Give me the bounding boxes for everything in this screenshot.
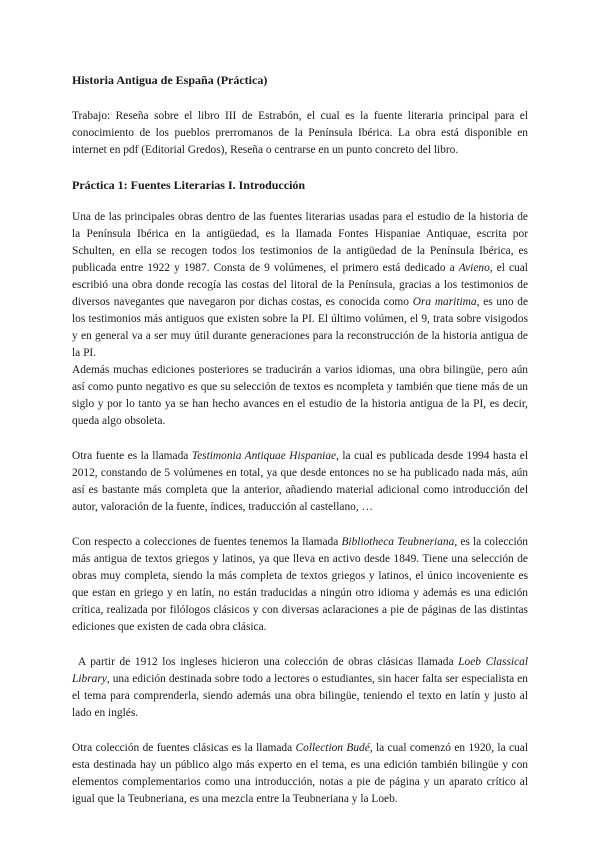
text-run: , la cual comenzó en 1920, la cual esta destinada hay un público algo más experto en el tema, es una edición también bilingüe y con elementos complementarios como una introducción, notas a pie de página y un aparato crítico al igual que la Teubneriana, es una mezcla entre la Teubneriana y la Loeb. bbox=[72, 742, 528, 805]
paragraph-teubneriana bbox=[72, 534, 528, 636]
text-run: Otra fuente es la llamada bbox=[72, 450, 192, 462]
document-title: Historia Antigua de España (Práctica) bbox=[72, 73, 268, 87]
italic-title: Ora maritima bbox=[412, 296, 477, 308]
italic-title: Testimonia Antiquae Hispaniae bbox=[191, 450, 337, 462]
paragraph-fontes-hispaniae bbox=[72, 209, 528, 362]
text-run: Con respecto a colecciones de fuentes tenemos la llamada bbox=[72, 536, 342, 548]
italic-title: Collection Budé bbox=[295, 742, 370, 754]
assignment-paragraph: Trabajo: Reseña sobre el libro III de Estrabón, el cual es la fuente literaria principal para el conocimiento de los pueblos prerromanos de la Península Ibérica. La obra está disponible en internet en pdf (Editorial Gredos), Reseña o centrarse en un punto concreto del libro. bbox=[72, 110, 528, 156]
paragraph-testimonia bbox=[72, 448, 528, 516]
text-run: , es la colección más antigua de textos griegos y latinos, ya que lleva en activo desde 1849. Tiene una selección de obras muy completa, siendo la más completa de textos griegos y latinos, el único incoveniente es que estan en griego y en latín, no están traducidas a ningún otro idioma y además es una edición crítica, realizada por filólogos clásicos y con diversas aclaraciones a pie de páginas de las distintas ediciones que existen de cada obra clásica. bbox=[72, 536, 528, 633]
italic-title: Loeb Classical Library bbox=[72, 656, 528, 685]
italic-title: Bibliotheca Teubneriana bbox=[341, 536, 455, 548]
text-run: A partir de 1912 los ingleses hicieron una colección de obras clásicas llamada bbox=[78, 656, 459, 668]
text-run: Otra colección de fuentes clásicas es la llamada bbox=[72, 742, 296, 754]
paragraph-bude bbox=[72, 740, 528, 808]
text-run: Una de las principales obras dentro de las fuentes literarias usadas para el estudio de la historia de la Península Ibérica en la antigüedad, es la llamada Fontes Hispaniae Antiquae, escrita por Schulten, en ella se recogen todos los testimonios de la antigüedad de la Península Ibérica, es publicada entre 1922 y 1987. Consta de 9 volúmenes, el primero está dedicado a bbox=[72, 211, 528, 274]
text-run: , la cual es publicada desde 1994 hasta el 2012, constando de 5 volúmenes en total, ya que desde entonces no se ha publicado nada más, aún así es bastante más completa que la anterior, añadiendo material adicional como introducción del autor, valoración de la fuente, índices, traducción al castellano, … bbox=[72, 450, 528, 513]
section-title: Práctica 1: Fuentes Literarias I. Introducción bbox=[72, 178, 306, 192]
text-run: , una edición destinada sobre todo a lectores o estudiantes, sin hacer falta ser especialista en el tema para comprenderla, siendo además una obra bilingüe, teniendo el texto en latín y justo al lado en inglés. bbox=[72, 673, 528, 719]
paragraph-editions: Además muchas ediciones posteriores se traducirán a varios idiomas, una obra bilingüe, pero aún así como punto negativo es que su selección de textos es ncompleta y también que tiene más de un siglo y por lo tanto ya se han hecho avances en el estudio de la historia antigua de la PI, es decir, queda algo obsoleta. bbox=[72, 364, 528, 427]
text-run: , el cual escribió una obra donde recogía las costas del litoral de la Península, gracias a los testimonios de diversos navegantes que navegaron por dichas costas, es conocida como bbox=[72, 262, 528, 308]
italic-title: Avieno bbox=[458, 262, 490, 274]
text-run: , es uno de los testimonios más antiguos que existen sobre la PI. El último volúmen, el 9, trata sobre visigodos y en general va a ser muy útil durante generaciones para la reconstrucción de la historia antigua de la PI. bbox=[72, 296, 529, 359]
paragraph-loeb bbox=[72, 654, 528, 722]
